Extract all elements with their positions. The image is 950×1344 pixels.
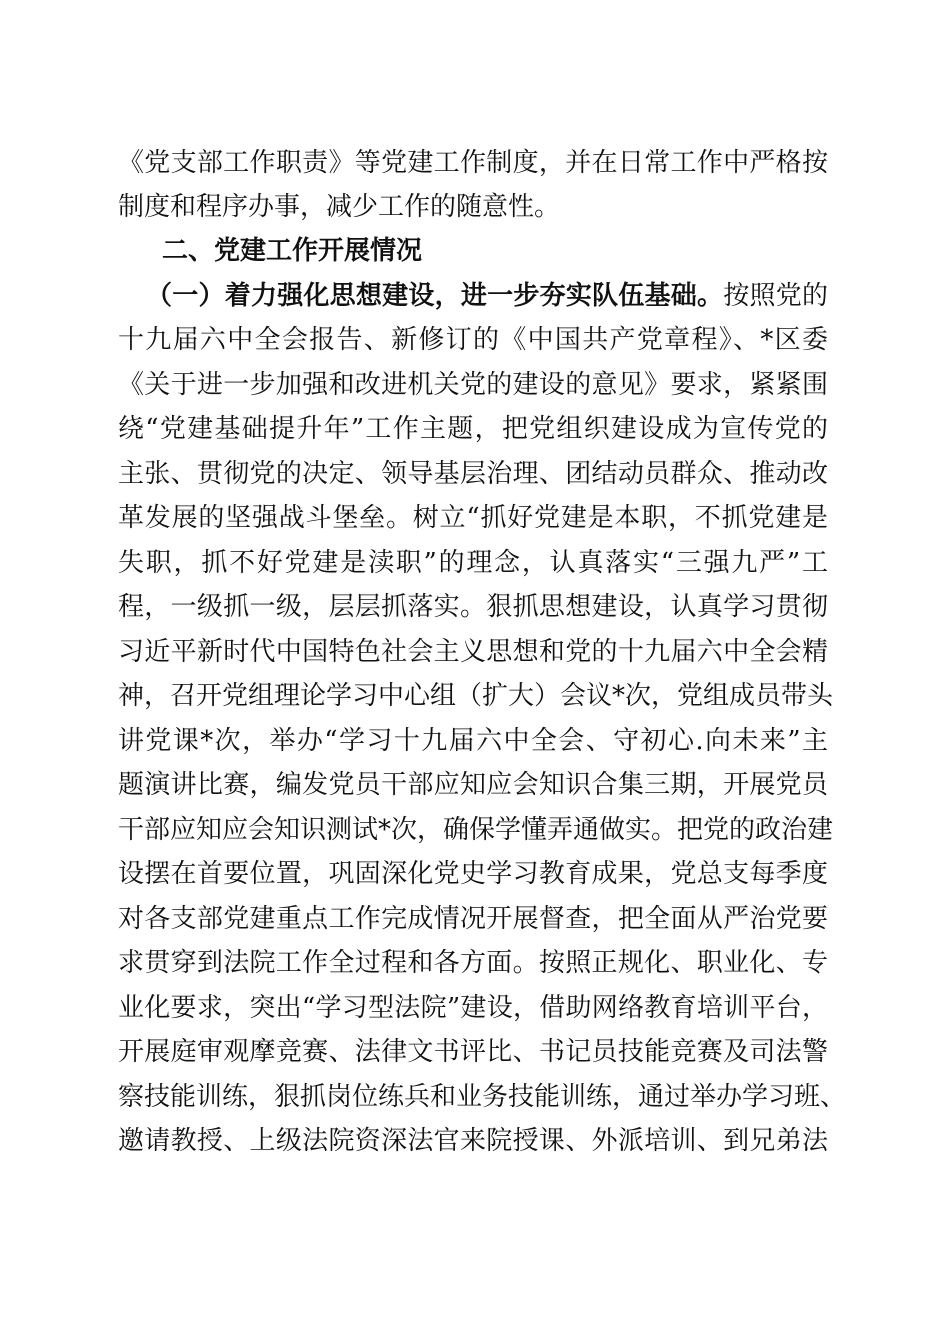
- body-line: 题演讲比赛，编发党员干部应知应会知识合集三期，开展党员: [118, 770, 828, 800]
- body-line: 邀请教授、上级法院资深法官来院授课、外派培训、到兄弟法: [118, 1126, 828, 1156]
- subsection-lead-rest: 按照党的: [723, 281, 828, 311]
- body-line: 对各支部党建重点工作完成情况开展督查，把全面从严治党要: [118, 904, 828, 934]
- subsection-lead: （一）着力强化思想建设，进一步夯实队伍基础。: [146, 281, 724, 311]
- body-line: 绕“党建基础提升年”工作主题，把党组织建设成为宣传党的: [118, 414, 828, 444]
- body-line: 干部应知应会知识测试*次，确保学懂弄通做实。把党的政治建: [118, 815, 834, 845]
- body-line: 程，一级抓一级，层层抓落实。狠抓思想建设，认真学习贯彻: [118, 592, 828, 622]
- body-line: 开展庭审观摩竞赛、法律文书评比、书记员技能竞赛及司法警: [118, 1037, 828, 1067]
- body-line: 习近平新时代中国特色社会主义思想和党的十九届六中全会精: [118, 637, 828, 667]
- section-heading: 二、党建工作开展情况: [162, 236, 423, 266]
- subsection-lead-line: [146, 281, 828, 311]
- body-line: 察技能训练，狠抓岗位练兵和业务技能训练，通过举办学习班、: [118, 1082, 847, 1112]
- body-line: 主张、贯彻党的决定、领导基层治理、团结动员群众、推动改: [118, 459, 828, 489]
- body-line: 求贯穿到法院工作全过程和各方面。按照正规化、职业化、专: [118, 948, 828, 978]
- body-line: 讲党课*次，举办“学习十九届六中全会、守初心.向未来”主: [118, 726, 828, 756]
- intro-line-1: 《党支部工作职责》等党建工作制度，并在日常工作中严格按: [118, 148, 828, 178]
- body-line: 业化要求，突出“学习型法院”建设，借助网络教育培训平台，: [118, 993, 828, 1023]
- body-line: 十九届六中全会报告、新修订的《中国共产党章程》、*区委: [118, 325, 828, 355]
- body-line: 失职，抓不好党建是渎职”的理念，认真落实“三强九严”工: [118, 548, 828, 578]
- intro-line-2: 制度和程序办事，减少工作的随意性。: [118, 192, 561, 222]
- body-line: 设摆在首要位置，巩固深化党史学习教育成果，党总支每季度: [118, 859, 828, 889]
- body-line: 神，召开党组理论学习中心组（扩大）会议*次，党组成员带头: [118, 681, 834, 711]
- body-line: 《关于进一步加强和改进机关党的建设的意见》要求，紧紧围: [118, 370, 828, 400]
- body-line: 革发展的坚强战斗堡垒。树立“抓好党建是本职，不抓党建是: [118, 503, 828, 533]
